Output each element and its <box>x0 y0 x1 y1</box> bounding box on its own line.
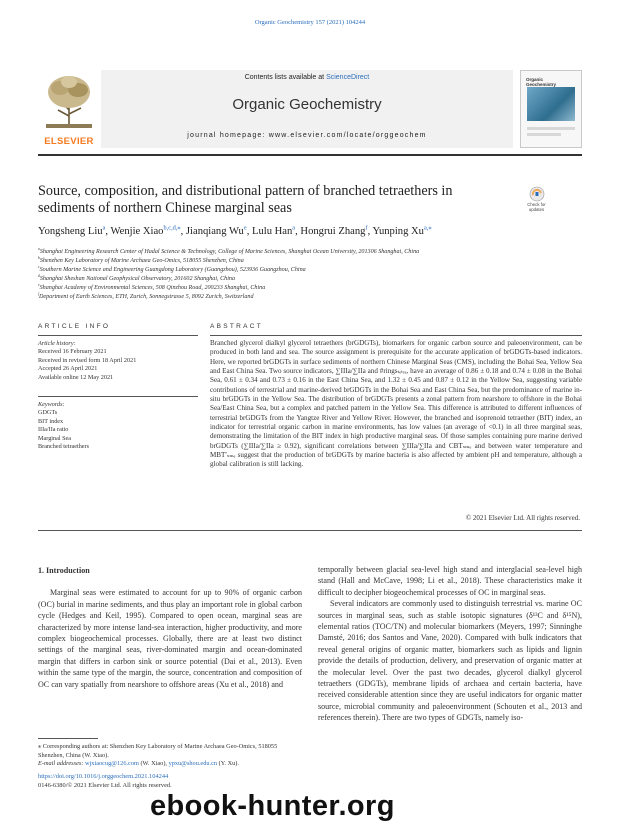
cover-image <box>527 87 575 121</box>
affiliation <box>38 275 582 284</box>
paper-title: Source, composition, and distributional pattern of branched tetraethers in sediments of northern Chinese marginal seas <box>38 183 453 216</box>
footnote-rule <box>38 738 98 739</box>
cover-strip <box>527 127 575 130</box>
history-item: Available online 12 May 2021 <box>38 373 114 381</box>
info-divider <box>38 396 198 397</box>
abstract-heading: ABSTRACT <box>210 323 264 330</box>
body-paragraph: Marginal seas were estimated to account for up to 90% of organic carbon (OC) burial in marine sediments, and thus play an important role in global carbon cycle (Hedges and Keil, 1995). Compared to open ocean, marginal seas are characterized by more intense land-sea interaction, higher productivity, and more complex biogeochemical processes. Globally, there are at least two distinct settings of the marginal seas, river-dominated margin and ocean-dominated margin that differs in carbon sink or source potential (Dai et al., 2013). Even within the same type of the margin, the source, concentration and composition of OC can vary spatially from nearshore to offshore areas (Xu et al., 2018) and <box>38 588 302 689</box>
affiliation <box>38 293 582 302</box>
author-name[interactable]: Wenjie Xiao <box>110 226 164 237</box>
affiliation-text: Southern Marine Science and Engineering Guangdong Laboratory (Guangzhou), 523936 Guangzhou, China <box>39 267 306 273</box>
abstract-text: Branched glycerol dialkyl glycerol tetraethers (brGDGTs), biomarkers for organic carbon source and paleoenvironment, can be produced in both land and sea. The source assignment is prerequisite for the accurate application of brGDGTs-based indicators. Here, we reported brGDGTs in surface sediments of northern Chinese Marginal Seas (CMS), including the Bohai Sea, Yellow Sea and East China Sea. Two source indicators, ∑IIIa/∑IIa and #ringsₜₑₜᵣₐ, have an average of 0.86 ± 0.18 and 0.74 ± 0.08 in the Bohai Sea, 0.61 ± 0.34 and 0.73 ± 0.16 in the East China Sea, and 1.32 ± 0.45 and 0.87 ± 0.12 in the Yellow Sea, suggesting variable contributions of terrestrial and marine-derived brGDGTs in the Bohai Sea and East China Sea, but the predominance of marine in-situ brGDGTs in the Yellow Sea. The distribution of brGDGTs presents a zonal pattern from nearshore to offshore in the Bohai Sea/East China Sea, but a complex and patched pattern in the Yellow Sea. This difference is attributed to different influences of terrestrial brGDGTs from the Yangtze River and Yellow River. However, the branched and isoprenoid tetraether (BIT) index, an indicator for terrestrial organic carbon in marine environments, has low values (an average of <0.1) in all three marginal seas, demonstrating the limitation of the BIT index in high productive marginal seas. Of those samples containing pure marine derived brGDGTs (∑IIIa/∑IIa ≥ 0.92), significant correlations between ∑IIIa/∑IIa and CBTₛₘₑ and between water temperature and MBT′ₛₘₑ suggest that the production of brGDGTs by marine bacteria is also affected by ambient pH and temperature, although a global calibration is still lacking. <box>210 339 582 469</box>
journal-homepage[interactable]: journal homepage: www.elsevier.com/locate/orggeochem <box>187 132 427 139</box>
affiliation-marker: c <box>38 264 40 269</box>
email-link[interactable]: ypxu@shou.edu.cn <box>168 760 218 768</box>
author-affiliation-marker[interactable]: f <box>365 224 368 232</box>
corresponding-author-note: ⁎ Corresponding authors at: Shenzhen Key Laboratory of Marine Archaea Geo-Omics, 518055 Shenzhen, China (W. Xiao). <box>38 743 278 759</box>
author-list: Yongsheng Liu$^a$, Wenjie Xiao$^{b,c,d,⁎}$, Jianqiang Wu$^e$, Lulu Han$^a$, Hongrui Zhang$^f$, Yunping Xu$^{a,⁎}$ <box>38 224 432 237</box>
author-affiliation-marker[interactable]: a <box>102 224 106 232</box>
body-column-right <box>318 564 582 724</box>
author-affiliation-marker[interactable]: a,⁎ <box>423 224 432 232</box>
masthead-rule <box>38 154 582 156</box>
introduction-heading: 1. Introduction <box>38 566 90 575</box>
history-item: Received 16 February 2021 <box>38 348 107 356</box>
affiliation-text: Shanghai Engineering Research Center of Hadal Science & Technology, College of Marine Sciences, Shanghai Ocean University, 201306 Shanghai, China <box>39 249 420 255</box>
journal-cover-thumbnail <box>520 70 582 148</box>
body-paragraph: Several indicators are commonly used to distinguish terrestrial vs. marine OC sources in marginal seas, such as stable isotopic signatures (δ¹³C and δ¹⁵N), elemental ratios (TOC/TN) and molecular biomarkers (Meyers, 1997; Sinninghe Damsté, 2016; dos Santos and Vane, 2020). Compared with bulk indicators that reveal general origins of organic matter, biomarkers such as lipids and lignin provide the details of production, delivery, and preservation of organic matter at the molecular level. Over the past two decades, glycerol dialkyl glycerol tetraethers (GDGTs), membrane lipids of archaea and certain bacteria, have received considerable attention since they are useful indicators for organic matter source, microbial community and paleoenvironment (Schouten et al., 2013 and references therein). There are two types of GDGTs, namely iso- <box>318 599 582 723</box>
issn-line: 0146-6380/© 2021 Elsevier Ltd. All rights reserved. <box>38 781 172 789</box>
keyword: GDGTs <box>38 409 58 417</box>
author-affiliation-marker[interactable]: b,c,d,⁎ <box>163 224 181 232</box>
affiliation <box>38 284 582 293</box>
keyword: IIIa/IIa ratio <box>38 426 69 434</box>
affiliation <box>38 266 582 275</box>
watermark-text: ebook-hunter.org <box>150 790 395 822</box>
email-link[interactable]: wjxiaocug@126.com <box>85 760 139 768</box>
journal-title: Organic Geochemistry <box>232 96 382 113</box>
article-history <box>38 340 198 382</box>
abstract-rule <box>210 335 582 336</box>
keywords-block <box>38 401 198 451</box>
affiliation <box>38 257 582 266</box>
email-owner: (Y. Xu). <box>217 760 239 768</box>
check-updates-label: Check for updates <box>527 202 546 212</box>
affiliation-marker: d <box>38 273 40 278</box>
publisher-name: ELSEVIER <box>44 136 94 147</box>
affiliation <box>38 248 582 257</box>
journal-masthead <box>38 70 582 148</box>
article-info-heading: ARTICLE INFO <box>38 323 111 330</box>
body-paragraph: temporally between glacial sea-level high stand and interglacial sea-level high stand (Hall and McCave, 1998; Li et al., 2018). These characteristics make it difficult to decipher biogeochemical processes of OC in marginal seas. <box>318 565 582 597</box>
cover-strip <box>527 133 561 136</box>
affiliation-marker: b <box>38 255 40 260</box>
contents-prefix: Contents lists available at <box>244 74 327 81</box>
author-name[interactable]: Yunping Xu <box>372 226 424 237</box>
affiliation-text: Shenzhen Key Laboratory of Marine Archaea Geo-Omics, 518055 Shenzhen, China <box>39 258 244 264</box>
email-label: E-mail addresses: <box>38 760 85 768</box>
history-item: Received in revised form 18 April 2021 <box>38 356 137 364</box>
author-affiliation-marker[interactable]: e <box>243 224 247 232</box>
keywords-label: Keywords: <box>38 401 65 408</box>
author-name[interactable]: Lulu Han <box>251 226 293 237</box>
email-addresses <box>38 760 302 769</box>
copyright-notice: © 2021 Elsevier Ltd. All rights reserved. <box>465 514 580 522</box>
email-owner: (W. Xiao), <box>138 760 169 768</box>
history-item: Accepted 26 April 2021 <box>38 365 98 373</box>
elsevier-tree-logo <box>38 70 100 148</box>
journal-citation[interactable]: Organic Geochemistry 157 (2021) 104244 <box>254 19 366 26</box>
affiliation-text: Shanghai Academy of Environmental Sciences, 508 Qinzhou Road, 200233 Shanghai, China <box>39 285 266 291</box>
keyword: BIT index <box>38 417 64 425</box>
check-updates-icon <box>529 186 545 202</box>
keyword: Marginal Sea <box>38 434 72 442</box>
affiliation-marker: a <box>38 246 40 251</box>
affiliation-marker: f <box>38 291 40 296</box>
abstract-end-rule <box>38 530 582 531</box>
doi-block <box>38 773 338 790</box>
body-column-left <box>38 565 302 690</box>
affiliation-text: Department of Earth Sciences, ETH, Zurich, Sonnegstrasse 5, 8092 Zurich, Switzerland <box>39 294 254 300</box>
affiliation-list <box>38 248 582 302</box>
check-for-updates-badge[interactable] <box>521 186 552 214</box>
author-name[interactable]: Hongrui Zhang <box>300 226 366 237</box>
author-affiliation-marker[interactable]: a <box>292 224 296 232</box>
cover-title: Organic Geochemistry <box>526 77 557 87</box>
contents-line <box>101 74 513 81</box>
affiliation-text: Shanghai Sheshan National Geophysical Observatory, 201602 Shanghai, China <box>39 276 235 282</box>
sciencedirect-link[interactable]: ScienceDirect <box>326 74 370 81</box>
doi-link[interactable]: https://doi.org/10.1016/j.orggeochem.2021.104244 <box>38 773 169 780</box>
footnotes <box>38 743 302 769</box>
history-label: Article history: <box>38 340 76 347</box>
affiliation-marker: e <box>38 282 40 287</box>
keyword: Branched tetraethers <box>38 443 90 451</box>
author-name[interactable]: Yongsheng Liu <box>38 226 103 237</box>
author-name[interactable]: Jianqiang Wu <box>185 226 244 237</box>
article-info-rule <box>38 335 198 336</box>
